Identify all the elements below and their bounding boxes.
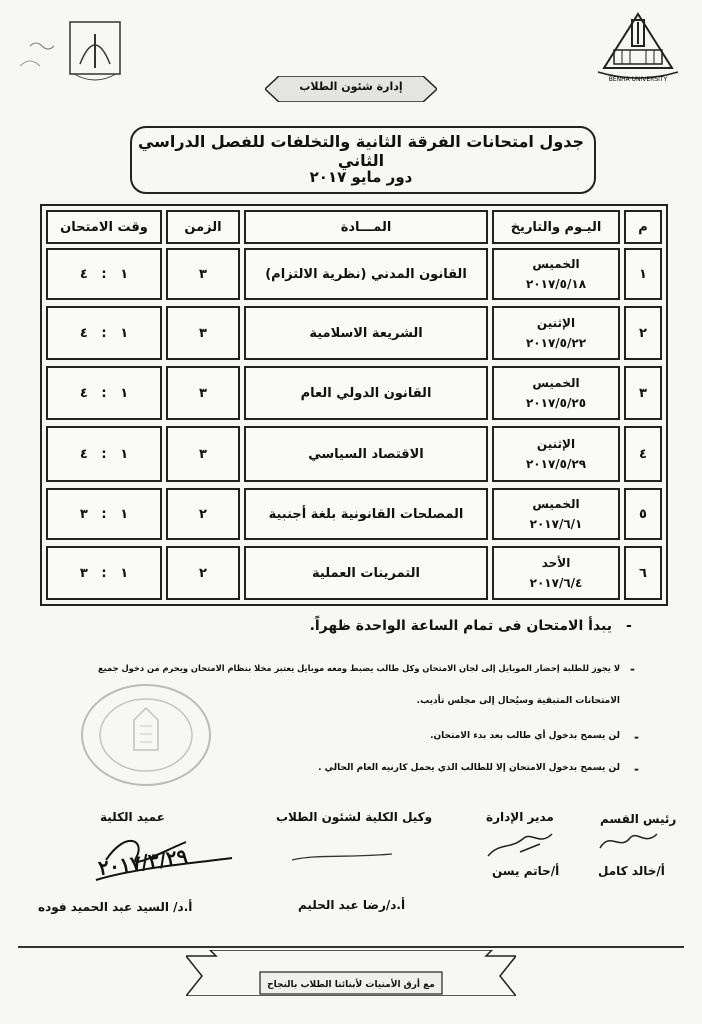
row-1-duration: ٣: [166, 248, 240, 300]
admin-manager-signature-icon: [480, 822, 570, 862]
row-5-duration: ٢: [166, 488, 240, 540]
footer-wish: مع أرق الأمنيات لأبنائنا الطلاب بالنجاح: [267, 980, 435, 990]
note-mobile-line2: الامتحانات المتبقية وسيُحال إلى مجلس تأديب.: [416, 696, 620, 706]
dean-name: أ.د/ السيد عبد الحميد فوده: [38, 900, 193, 914]
row-2-time: ١ : ٤: [46, 306, 162, 360]
row-6-no: ٦: [624, 546, 662, 600]
row-4-duration: ٣: [166, 426, 240, 482]
row-3-day-date: الخميس ٢٠١٧/٥/٢٥: [492, 366, 620, 420]
admin-manager-name: أ/حاتم يسن: [492, 864, 560, 878]
row-2-no: ٢: [624, 306, 662, 360]
university-logo-icon: [592, 10, 684, 86]
header-day-date: اليـوم والتاريخ: [492, 210, 620, 244]
bullet-dash: -: [626, 618, 632, 634]
row-3-no: ٣: [624, 366, 662, 420]
dept-head-title: رئيس القسم: [600, 812, 677, 826]
vice-dean-name: أ.د/رضا عبد الحليم: [298, 898, 406, 912]
dept-head-name: أ/خالد كامل: [598, 864, 665, 878]
row-1-time: ١ : ٤: [46, 248, 162, 300]
vice-dean-signature-icon: [288, 848, 398, 868]
note-start-time: يبدأ الامتحان فى تمام الساعة الواحدة ظهراً.: [309, 618, 612, 634]
dean-title: عميد الكلية: [100, 810, 165, 824]
row-6-day-date: الأحد ٢٠١٧/٦/٤: [492, 546, 620, 600]
bullet-dash: -: [634, 730, 639, 744]
admin-label: إدارة شئون الطلاب: [299, 80, 403, 93]
row-6-subject: التمرينات العملية: [244, 546, 488, 600]
row-6-duration: ٢: [166, 546, 240, 600]
row-2-subject: الشريعة الاسلامية: [244, 306, 488, 360]
logo-caption: BENHA UNIVERSITY: [608, 76, 668, 83]
row-5-no: ٥: [624, 488, 662, 540]
note-card: لن يسمح بدخول الامتحان إلا للطالب الذي يحمل كارنيه العام الحالي .: [318, 763, 620, 773]
row-4-day-date: الإثنين ٢٠١٧/٥/٢٩: [492, 426, 620, 482]
bullet-dash: -: [634, 762, 639, 776]
row-5-time: ١ : ٣: [46, 488, 162, 540]
row-4-no: ٤: [624, 426, 662, 482]
row-4-time: ١ : ٤: [46, 426, 162, 482]
row-1-subject: القانون المدني (نظرية الالتزام): [244, 248, 488, 300]
header-no: م: [624, 210, 662, 244]
row-2-day-date: الإثنين ٢٠١٧/٥/٢٢: [492, 306, 620, 360]
vice-dean-title: وكيل الكلية لشئون الطلاب: [276, 810, 433, 824]
header-duration: الزمن: [166, 210, 240, 244]
row-3-subject: القانون الدولي العام: [244, 366, 488, 420]
admin-manager-title: مدير الإدارة: [486, 810, 554, 824]
faculty-logo-icon: [10, 16, 130, 90]
page-title: جدول امتحانات الفرقة الثانية والتخلفات للفصل الدراسي الثاني: [137, 132, 585, 170]
row-4-subject: الاقتصاد السياسي: [244, 426, 488, 482]
dept-head-signature-icon: [595, 826, 665, 856]
note-late: لن يسمح بدخول أي طالب بعد بدء الامتحان.: [430, 731, 620, 741]
row-2-duration: ٣: [166, 306, 240, 360]
exam-session: دور مايو ٢٠١٧: [309, 168, 413, 186]
row-1-no: ١: [624, 248, 662, 300]
row-3-duration: ٣: [166, 366, 240, 420]
footer-divider: [18, 946, 684, 948]
note-mobile-line1: لا يجوز للطلبة إحضار الموبايل إلى لجان الامتحان وكل طالب يضبط ومعه موبايل يعتبر مخلا بنظام الامتحان ويحرم من دخول جميع: [97, 663, 620, 673]
header-subject: المـــادة: [244, 210, 488, 244]
handwritten-date: ٢٠١٧/٣/٢٩: [96, 843, 190, 881]
row-1-day-date: الخميس ٢٠١٧/٥/١٨: [492, 248, 620, 300]
row-6-time: ١ : ٣: [46, 546, 162, 600]
bullet-dash: -: [630, 662, 635, 676]
row-5-day-date: الخميس ٢٠١٧/٦/١: [492, 488, 620, 540]
header-time: وقت الامتحان: [46, 210, 162, 244]
row-5-subject: المصلحات القانونية بلغة أجنبية: [244, 488, 488, 540]
faculty-stamp-icon: [76, 680, 216, 790]
row-3-time: ١ : ٤: [46, 366, 162, 420]
